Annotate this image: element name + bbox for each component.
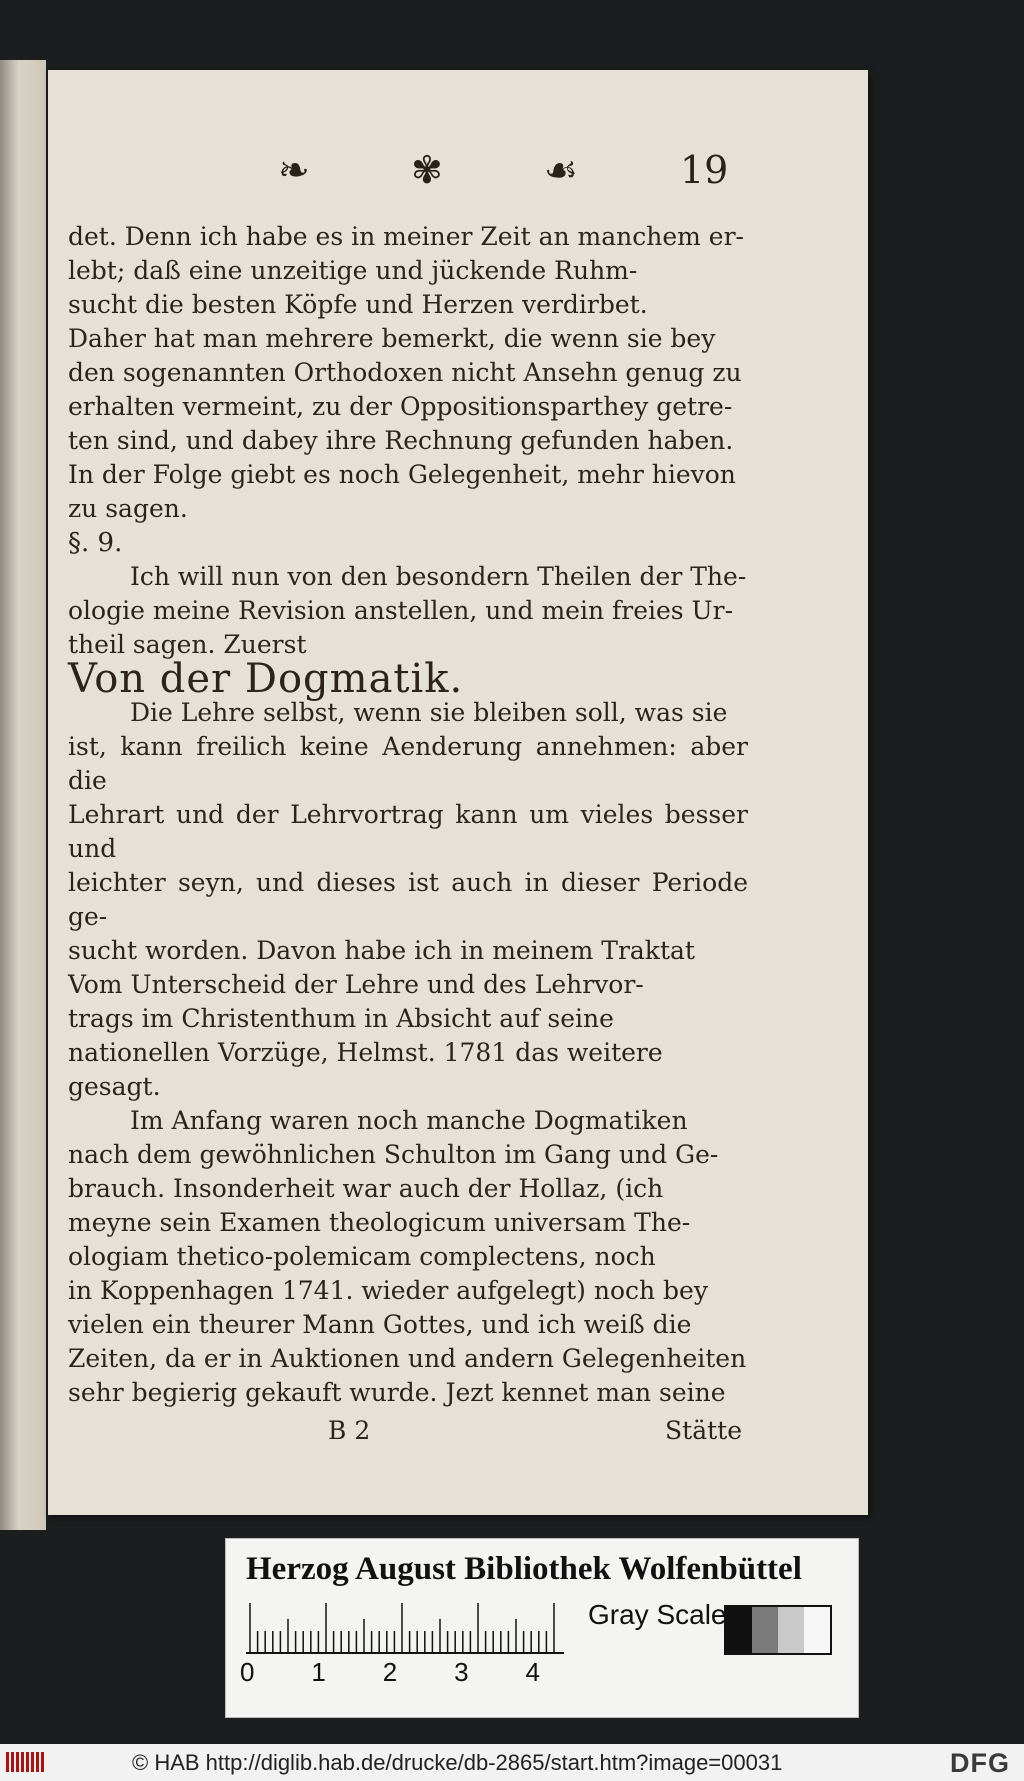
- text-line: sehr begierig gekauft wurde. Jezt kennet man seine: [68, 1378, 726, 1407]
- gray-swatch: [752, 1607, 778, 1653]
- color-scale-card: [225, 1538, 859, 1718]
- text-line: Lehrart und der Lehrvortrag kann um vieles besser und: [68, 800, 748, 863]
- text-line: Die Lehre selbst, wenn sie bleiben soll, was sie: [130, 698, 728, 727]
- ornament-left-icon: ❧: [278, 148, 310, 192]
- ruler-number: 0: [240, 1657, 255, 1687]
- text-line: vielen ein theurer Mann Gottes, und ich weiß die: [68, 1310, 692, 1339]
- text-line: den sogenannten Orthodoxen nicht Ansehn genug zu: [68, 358, 742, 387]
- ruler-number: 3: [454, 1657, 469, 1687]
- text-line: In der Folge giebt es noch Gelegenheit, mehr hievon: [68, 460, 736, 489]
- page-number: 19: [680, 148, 729, 192]
- ruler-numbers: [240, 1657, 540, 1688]
- text-line: in Koppenhagen 1741. wieder aufgelegt) noch bey: [68, 1276, 708, 1305]
- text-line: Daher hat man mehrere bemerkt, die wenn sie bey: [68, 324, 716, 353]
- text-line: sucht die besten Köpfe und Herzen verdirbet.: [68, 290, 648, 319]
- text-line: lebt; daß eine unzeitige und jückende Ruhm-: [68, 256, 638, 285]
- text-line: gesagt.: [68, 1072, 161, 1101]
- text-line: ist, kann freilich keine Aenderung annehmen: aber die: [68, 732, 748, 795]
- text-line: nationellen Vorzüge, Helmst. 1781 das weitere: [68, 1038, 663, 1067]
- text-line: zu sagen.: [68, 494, 188, 523]
- text-line: Vom Unterscheid der Lehre und des Lehrvor-: [68, 970, 644, 999]
- gray-swatch: [804, 1607, 830, 1653]
- text-line: theil sagen. Zuerst: [68, 630, 307, 659]
- text-line: Ich will nun von den besondern Theilen der The-: [130, 562, 747, 591]
- text-line: nach dem gewöhnlichen Schulton im Gang und Ge-: [68, 1140, 719, 1169]
- text-line: trags im Christenthum in Absicht auf seine: [68, 1004, 614, 1033]
- text-line: meyne sein Examen theologicum universam The-: [68, 1208, 691, 1237]
- source-url[interactable]: © HAB http://diglib.hab.de/drucke/db-2865/start.htm?image=00031: [132, 1750, 783, 1775]
- gray-swatch: [726, 1607, 752, 1653]
- gray-scale-swatches: [724, 1605, 832, 1655]
- page-footer: [68, 1414, 748, 1448]
- gray-swatch: [778, 1607, 804, 1653]
- text-line: ologie meine Revision anstellen, und mein freies Ur-: [68, 596, 734, 625]
- ornament-center-icon: ✾: [410, 148, 443, 192]
- text-line: brauch. Insonderheit war auch der Hollaz, (ich: [68, 1174, 664, 1203]
- text-line: sucht worden. Davon habe ich in meinem Traktat: [68, 936, 695, 965]
- ruler: [246, 1597, 564, 1655]
- ornament-right-icon: ☙: [543, 148, 578, 192]
- text-line: ten sind, und dabey ihre Rechnung gefunden haben.: [68, 426, 734, 455]
- dfg-logo: DFG: [950, 1748, 1010, 1778]
- text-line: Im Anfang waren noch manche Dogmatiken: [130, 1106, 688, 1135]
- text-line: erhalten vermeint, zu der Oppositionsparthey getre-: [68, 392, 733, 421]
- section-number: §. 9.: [68, 528, 123, 558]
- adjacent-page-edge: [0, 60, 46, 1530]
- ruler-number: 2: [382, 1657, 398, 1687]
- ruler-number: 1: [311, 1657, 326, 1687]
- viewer-bottom-bar: [0, 1744, 1024, 1781]
- text-line: ologiam thetico-polemicam complectens, noch: [68, 1242, 656, 1271]
- hab-barcode-icon: [6, 1752, 46, 1772]
- page-text: [68, 220, 748, 1448]
- catchword: Stätte: [665, 1416, 742, 1445]
- text-line: Zeiten, da er in Auktionen und andern Gelegenheiten: [68, 1344, 747, 1373]
- library-title: Herzog August Bibliothek Wolfenbüttel: [246, 1551, 802, 1587]
- text-line: det. Denn ich habe es in meiner Zeit an manchem er-: [68, 222, 744, 251]
- gray-scale-label: Gray Scale: [588, 1599, 727, 1630]
- ruler-number: 4: [525, 1657, 540, 1687]
- section-heading: Von der Dogmatik.: [68, 656, 464, 702]
- text-line: leichter seyn, und dieses ist auch in dieser Periode ge-: [68, 868, 748, 931]
- header-ornament: [278, 145, 578, 195]
- book-page: [48, 70, 868, 1515]
- signature-mark: B 2: [328, 1416, 371, 1445]
